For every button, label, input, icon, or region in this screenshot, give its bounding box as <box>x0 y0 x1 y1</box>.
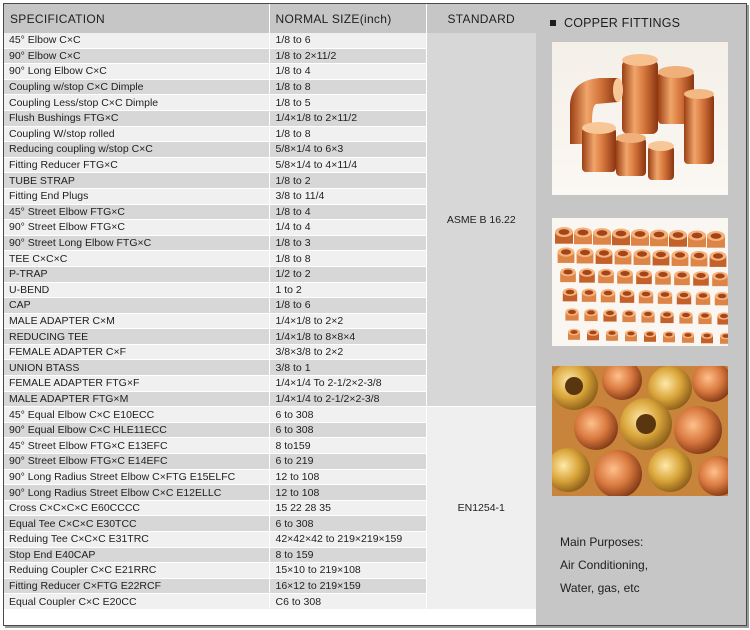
table-row <box>4 407 536 423</box>
spec-cell: Stop End E40CAP <box>4 547 269 563</box>
size-cell: 3/8 to 1 <box>269 360 426 376</box>
spec-cell: Equal Coupler C×C E20CC <box>4 594 269 610</box>
panel-title <box>550 16 680 30</box>
spec-cell: Reducing coupling w/stop C×C <box>4 142 269 158</box>
size-cell: 1/8 to 8 <box>269 251 426 267</box>
spec-cell: 45° Elbow C×C <box>4 33 269 48</box>
standard-cell: ASME B 16.22 <box>426 33 536 407</box>
spec-cell: U-BEND <box>4 282 269 298</box>
purpose-item: Water, gas, etc <box>560 581 640 595</box>
table-row <box>4 33 536 48</box>
size-cell: 1/8 to 6 <box>269 33 426 48</box>
size-cell: 6 to 219 <box>269 454 426 470</box>
size-cell: 1/8 to 6 <box>269 298 426 314</box>
size-cell: 15 22 28 35 <box>269 500 426 516</box>
table-header-row <box>4 4 536 33</box>
spec-cell: 90° Street Elbow FTG×C E14EFC <box>4 454 269 470</box>
spec-cell: 90° Long Elbow C×C <box>4 64 269 80</box>
spec-cell: Coupling Less/stop C×C Dimple <box>4 95 269 111</box>
spec-cell: 90° Equal Elbow C×C HLE11ECC <box>4 422 269 438</box>
spec-cell: P-TRAP <box>4 266 269 282</box>
spec-cell: Coupling W/stop rolled <box>4 126 269 142</box>
size-cell: 5/8×1/4 to 4×11/4 <box>269 157 426 173</box>
size-cell: 1/8 to 3 <box>269 235 426 251</box>
size-cell: 12 to 108 <box>269 485 426 501</box>
spec-cell: Equal Tee C×C×C E30TCC <box>4 516 269 532</box>
size-cell: 3/8×3/8 to 2×2 <box>269 344 426 360</box>
purpose-item: Air Conditioning, <box>560 558 649 572</box>
spec-cell: Fitting Reducer FTG×C <box>4 157 269 173</box>
spec-cell: Cross C×C×C×C E60CCCC <box>4 500 269 516</box>
standard-cell: EN1254-1 <box>426 407 536 610</box>
size-cell: 1/8 to 2×11/2 <box>269 48 426 64</box>
specification-table <box>4 4 536 610</box>
spec-cell: 90° Long Radius Street Elbow C×FTG E15ELFC <box>4 469 269 485</box>
size-cell: 1/2 to 2 <box>269 266 426 282</box>
purposes-heading: Main Purposes: <box>560 535 644 549</box>
size-cell: 1/4×1/8 to 8×8×4 <box>269 329 426 345</box>
size-cell: 1/8 to 4 <box>269 64 426 80</box>
size-cell: 12 to 108 <box>269 469 426 485</box>
spec-cell: Reduing Tee C×C×C E31TRC <box>4 532 269 548</box>
size-cell: 6 to 308 <box>269 407 426 423</box>
header-standard: STANDARD <box>426 4 536 33</box>
spec-cell: MALE ADAPTER FTG×M <box>4 391 269 407</box>
spec-cell: Reduing Coupler C×C E21RRC <box>4 563 269 579</box>
spec-cell: Fitting Reducer C×FTG E22RCF <box>4 578 269 594</box>
size-cell: 1 to 2 <box>269 282 426 298</box>
size-cell: 6 to 308 <box>269 422 426 438</box>
size-cell: 1/8 to 2 <box>269 173 426 189</box>
spec-cell: TUBE STRAP <box>4 173 269 189</box>
spec-cell: 45° Street Elbow FTG×C E13EFC <box>4 438 269 454</box>
size-cell: C6 to 308 <box>269 594 426 610</box>
size-cell: 1/4 to 4 <box>269 220 426 236</box>
spec-cell: 90° Street Long Elbow FTG×C <box>4 235 269 251</box>
copper-fittings-photo-1 <box>552 42 728 195</box>
size-cell: 6 to 308 <box>269 516 426 532</box>
brass-fittings-photo <box>552 366 728 496</box>
spec-cell: TEE C×C×C <box>4 251 269 267</box>
square-bullet-icon <box>550 20 556 26</box>
spec-cell: CAP <box>4 298 269 314</box>
main-purposes <box>560 531 648 600</box>
spec-cell: Flush Bushings FTG×C <box>4 110 269 126</box>
size-cell: 15×10 to 219×108 <box>269 563 426 579</box>
copper-fittings-panel <box>536 4 746 625</box>
size-cell: 1/4×1/8 to 2×11/2 <box>269 110 426 126</box>
size-cell: 16×12 to 219×159 <box>269 578 426 594</box>
catalog-frame <box>3 3 747 626</box>
spec-cell: 45° Street Elbow FTG×C <box>4 204 269 220</box>
spec-cell: 90° Long Radius Street Elbow C×C E12ELLC <box>4 485 269 501</box>
spec-cell: FEMALE ADAPTER C×F <box>4 344 269 360</box>
spec-cell: Coupling w/stop C×C Dimple <box>4 79 269 95</box>
size-cell: 1/4×1/4 To 2-1/2×2-3/8 <box>269 376 426 392</box>
size-cell: 1/8 to 4 <box>269 204 426 220</box>
spec-cell: REDUCING TEE <box>4 329 269 345</box>
size-cell: 1/4×1/8 to 2×2 <box>269 313 426 329</box>
specification-table-body <box>4 33 536 609</box>
size-cell: 42×42×42 to 219×219×159 <box>269 532 426 548</box>
copper-fittings-photo-2 <box>552 218 728 346</box>
size-cell: 3/8 to 11/4 <box>269 188 426 204</box>
spec-cell: 90° Street Elbow FTG×C <box>4 220 269 236</box>
size-cell: 1/8 to 8 <box>269 79 426 95</box>
size-cell: 8 to 159 <box>269 547 426 563</box>
size-cell: 8 to159 <box>269 438 426 454</box>
spec-cell: 90° Elbow C×C <box>4 48 269 64</box>
header-normal-size: NORMAL SIZE(inch) <box>269 4 426 33</box>
panel-title-text: COPPER FITTINGS <box>564 16 681 30</box>
header-specification: SPECIFICATION <box>4 4 269 33</box>
spec-cell: Fitting End Plugs <box>4 188 269 204</box>
spec-cell: MALE ADAPTER C×M <box>4 313 269 329</box>
size-cell: 1/8 to 5 <box>269 95 426 111</box>
spec-cell: 45° Equal Elbow C×C E10ECC <box>4 407 269 423</box>
size-cell: 1/4×1/4 to 2-1/2×2-3/8 <box>269 391 426 407</box>
spec-cell: FEMALE ADAPTER FTG×F <box>4 376 269 392</box>
spec-cell: UNION BTASS <box>4 360 269 376</box>
size-cell: 5/8×1/4 to 6×3 <box>269 142 426 158</box>
size-cell: 1/8 to 8 <box>269 126 426 142</box>
